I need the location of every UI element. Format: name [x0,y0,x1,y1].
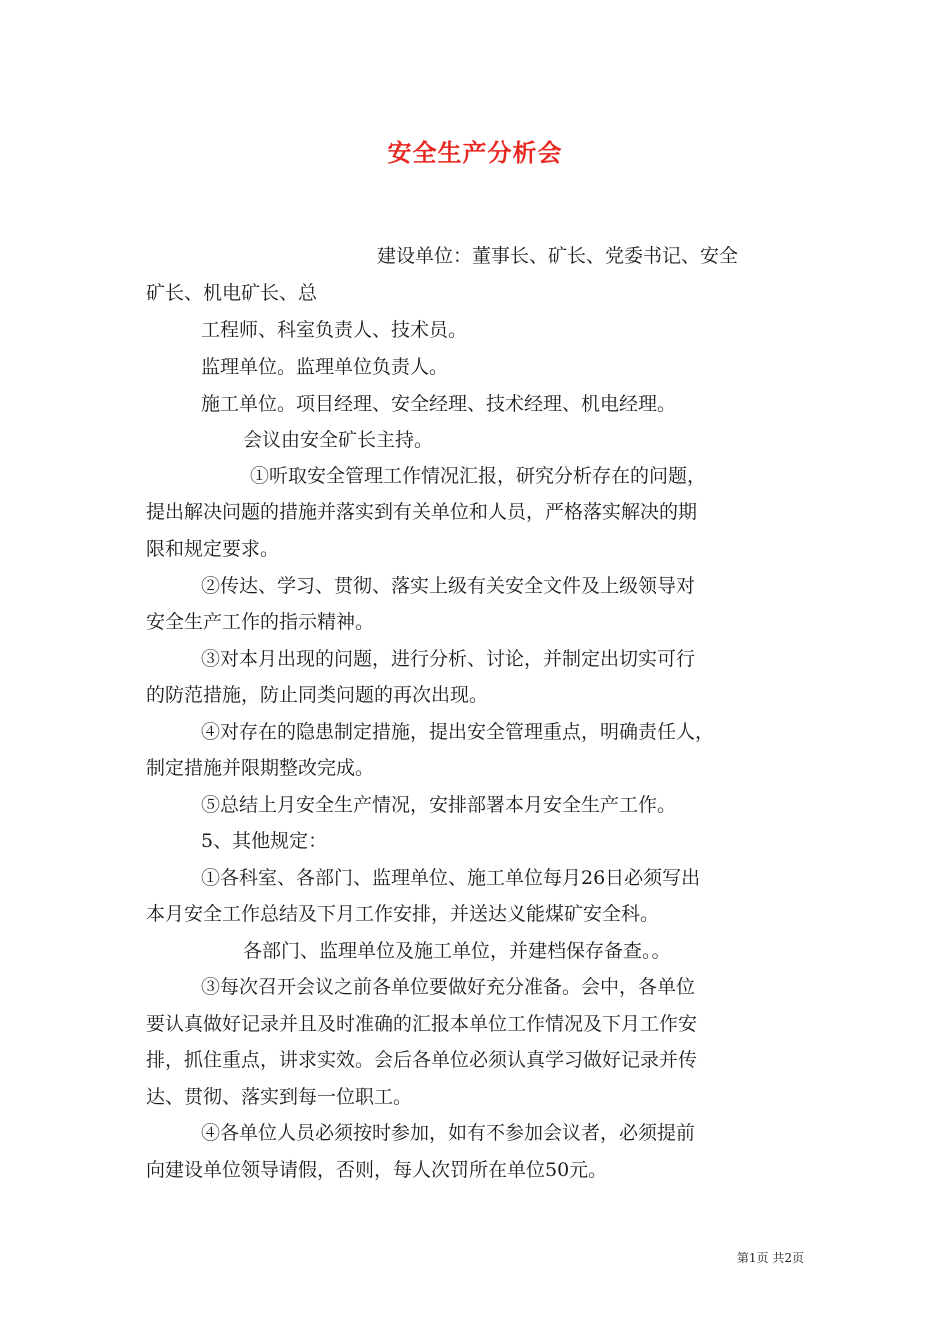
text-line: 要认真做好记录并且及时准确的汇报本单位工作情况及下月工作安 [146,1013,698,1035]
text-line: ④对存在的隐患制定措施，提出安全管理重点，明确责任人， [201,721,715,743]
text-line: 会议由安全矿长主持。 [243,429,434,451]
text-line: 限和规定要求。 [146,538,280,560]
text-line: ①听取安全管理工作情况汇报，研究分析存在的问题， [250,465,707,487]
text-line: 施工单位。项目经理、安全经理、技术经理、机电经理。 [201,393,677,415]
text-line: 建设单位：董事长、矿长、党委书记、安全 [377,245,739,267]
text-line: 达、贯彻、落实到每一位职工。 [146,1086,413,1108]
text-line: 提出解决问题的措施并落实到有关单位和人员，严格落实解决的期 [146,501,698,523]
text-line: 各部门、监理单位及施工单位，并建档保存备查。。 [243,940,671,962]
text-line: 5、其他规定： [201,830,328,852]
text-line: 工程师、科室负责人、技术员。 [201,319,468,341]
text-line: ①各科室、各部门、监理单位、施工单位每月26日必须写出 [201,867,701,889]
text-line: ③对本月出现的问题，进行分析、讨论，并制定出切实可行 [201,648,696,670]
text-line: 本月安全工作总结及下月工作安排，并送达义能煤矿安全科。 [146,903,660,925]
text-line: 安全生产工作的指示精神。 [146,611,375,633]
document-title: 安全生产分析会 [387,138,563,167]
text-line: 排，抓住重点，讲求实效。会后各单位必须认真学习做好记录并传 [146,1049,698,1071]
text-line: 向建设单位领导请假，否则，每人次罚所在单位50元。 [146,1159,608,1181]
text-line: ⑤总结上月安全生产情况，安排部署本月安全生产工作。 [201,794,677,816]
text-line: ②传达、学习、贯彻、落实上级有关安全文件及上级领导对 [201,575,696,597]
text-line: 矿长、机电矿长、总 [146,282,318,304]
text-line: ③每次召开会议之前各单位要做好充分准备。会中，各单位 [201,976,696,998]
text-line: ④各单位人员必须按时参加，如有不参加会议者，必须提前 [201,1122,696,1144]
text-line: 监理单位。监理单位负责人。 [201,356,449,378]
text-line: 制定措施并限期整改完成。 [146,757,375,779]
text-line: 的防范措施，防止同类问题的再次出现。 [146,684,489,706]
page-number: 第1页 共2页 [736,1251,804,1265]
